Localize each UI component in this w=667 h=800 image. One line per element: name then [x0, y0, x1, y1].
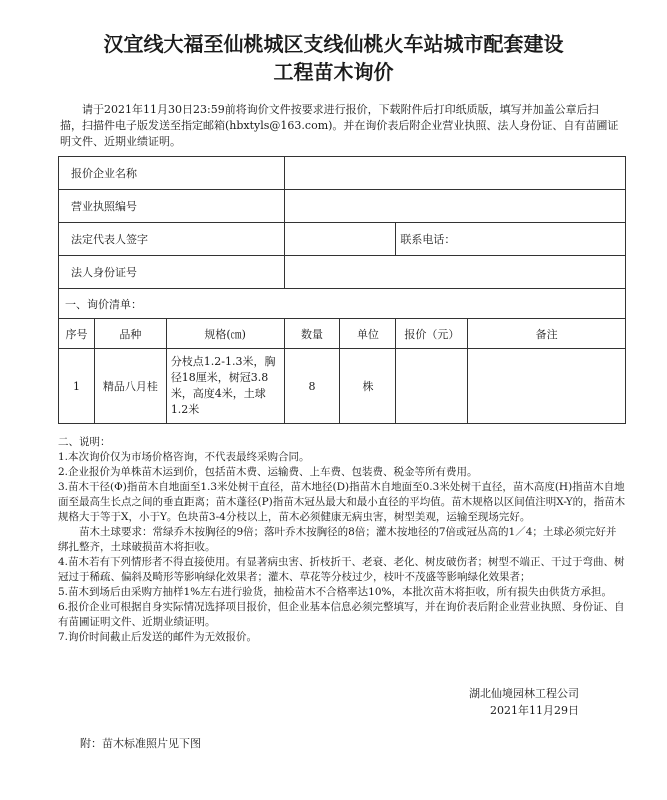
license-label: 营业执照编号 — [59, 190, 285, 223]
note-item-7: 7.询价时间截止后发送的邮件为无效报价。 — [58, 631, 258, 643]
header-name: 品种 — [94, 319, 166, 349]
header-unit: 单位 — [340, 319, 396, 349]
notes-heading: 二、说明： — [58, 436, 111, 448]
note-item-2: 2.企业报价为单株苗木运到价，包括苗木费、运输费、上车费、包装费、税金等所有费用。 — [58, 466, 478, 478]
signature-date: 2021年11月29日 — [490, 704, 579, 717]
note-item-4: 4.苗木若有下列情形者不得直接使用。有显著病虫害、折枝折干、老衰、老化、树皮破伤者；树型不端正、干过于弯曲、树冠过于稀疏、偏斜及畸形等影响绿化效果者；灌木、草花等分枝过少，枝叶不茂盛等影响绿化效果者； — [58, 556, 625, 583]
header-no: 序号 — [59, 319, 95, 349]
header-remark: 备注 — [468, 319, 626, 349]
row-price[interactable] — [396, 349, 468, 424]
list-section-label: 一、询价清单： — [59, 289, 626, 319]
title-line-2: 工程苗木询价 — [273, 60, 394, 84]
company-value[interactable] — [284, 157, 625, 190]
phone-label: 联系电话： — [396, 223, 626, 256]
row-name: 精品八月桂 — [94, 349, 166, 424]
signature-company: 湖北仙境园林工程公司 — [469, 687, 579, 700]
rep-label: 法定代表人签字 — [59, 223, 285, 256]
note-item-5: 5.苗木到场后由采购方抽样1%左右进行验货，抽检苗木不合格率达10%，本批次苗木将拒收，所有损失由供货方承担。 — [58, 586, 613, 598]
rep-row — [59, 223, 626, 256]
company-row — [59, 157, 626, 190]
row-remark[interactable] — [468, 349, 626, 424]
row-qty: 8 — [284, 349, 340, 424]
table-row — [59, 349, 626, 424]
license-row — [59, 190, 626, 223]
id-row — [59, 256, 626, 289]
company-label: 报价企业名称 — [59, 157, 285, 190]
header-price: 报价（元） — [396, 319, 468, 349]
notes-section — [58, 435, 626, 645]
intro-paragraph: 请于2021年11月30日23:59前将询价文件按要求进行报价，下载附件后打印纸质版，填写并加盖公章后扫描，扫描件电子版发送至指定邮箱(hbxtyls@163.com)。并在询价表后附企业营业执照、法人身份证、自有苗圃证明文件、近期业绩证明。 — [60, 103, 619, 148]
list-section-row — [59, 289, 626, 319]
table-header-row — [59, 319, 626, 349]
header-spec: 规格(㎝) — [166, 319, 284, 349]
id-value[interactable] — [284, 256, 625, 289]
note-item-6: 6.报价企业可根据自身实际情况选择项目报价，但企业基本信息必须完整填写，并在询价表后附企业营业执照、身份证、自有苗圃证明文件、近期业绩证明。 — [58, 601, 625, 628]
note-item-1: 1.本次询价仅为市场价格咨询，不代表最终采购合同。 — [58, 451, 310, 463]
note-item-3: 3.苗木干径(Φ)指苗木自地面至1.3米处树干直径，苗木地径(D)指苗木自地面至0.3米处树干直径，苗木高度(H)指苗木自地面至最高生长点之间的垂直距离；苗木蓬径(P)指苗木冠丛最大和最小直径的平均值。苗木规格以区间值注明X-Y的，指苗木规格大于等于X，小于Y。色块苗3-4分枝以上，苗木必须健康无病虫害，树型美观，运输至现场完好。 — [58, 481, 626, 523]
rep-value[interactable] — [284, 223, 396, 256]
signature-block — [469, 685, 579, 719]
appendix-note: 附：苗木标准照片见下图 — [80, 737, 201, 750]
note-soil-ball: 苗木土球要求：常绿乔木按胸径的9倍；落叶乔木按胸径的8倍；灌木按地径的7倍或冠丛高的1／4；土球必须完好并绑扎整齐，土球破损苗木将拒收。 — [58, 526, 617, 553]
row-spec: 分枝点1.2-1.3米，胸径18厘米，树冠3.8米，高度4米，土球1.2米 — [166, 349, 284, 424]
document-title — [0, 30, 667, 86]
row-unit: 株 — [340, 349, 396, 424]
id-label: 法人身份证号 — [59, 256, 285, 289]
title-line-1: 汉宜线大福至仙桃城区支线仙桃火车站城市配套建设 — [103, 32, 564, 56]
header-qty: 数量 — [284, 319, 340, 349]
license-value[interactable] — [284, 190, 625, 223]
row-no: 1 — [59, 349, 95, 424]
inquiry-form-table — [58, 156, 626, 424]
